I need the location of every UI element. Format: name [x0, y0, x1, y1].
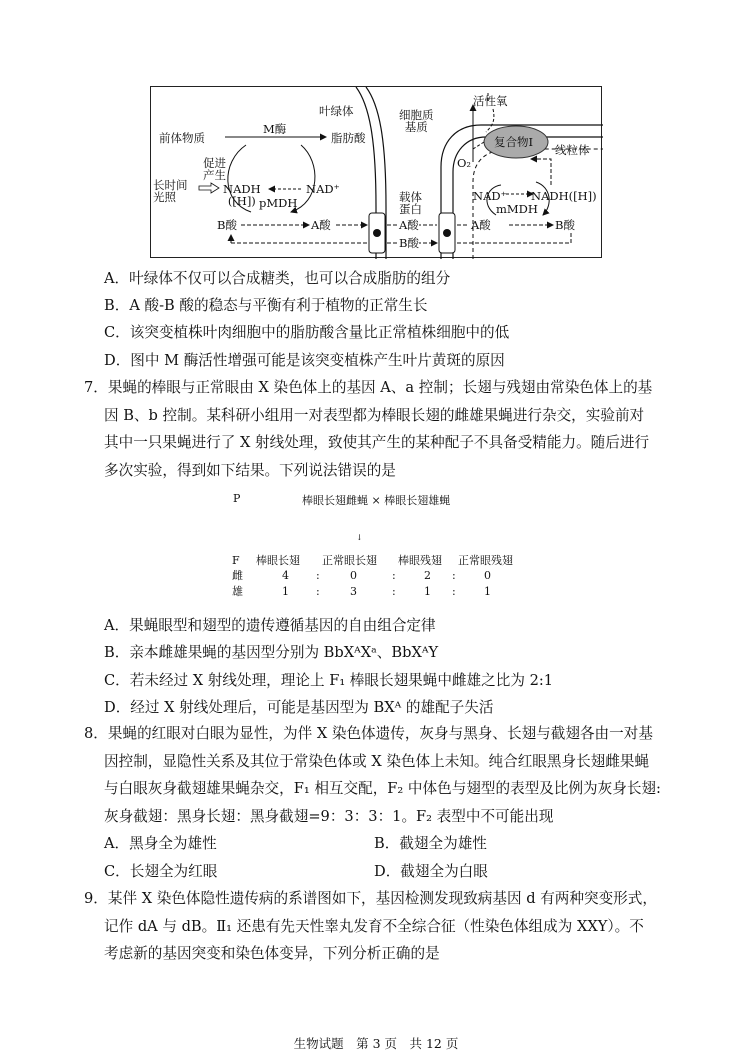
- f1-sep: :: [316, 585, 320, 598]
- label-a-acid-right: A酸: [471, 218, 491, 232]
- label-pmdh: pMDH: [259, 196, 298, 210]
- q8-stem-line-3: 与白眼灰身截翅雄果蝇杂交，F₁ 相互交配，F₂ 中体色与翅型的表型及比例为灰身长翅:: [104, 780, 661, 797]
- page-footer: 生物试题 第 3 页 共 12 页: [293, 1036, 459, 1051]
- metabolism-diagram: [150, 86, 602, 258]
- f1-male-v1: 1: [282, 585, 289, 598]
- label-nadh-left: NADH ([H]): [223, 182, 261, 208]
- f1-female-v4: 0: [484, 569, 491, 582]
- label-complex: 复合物Ⅰ: [494, 135, 534, 149]
- q6-option-b: B．A 酸-B 酸的稳态与平衡有利于植物的正常生长: [104, 297, 428, 314]
- label-nad-right: NAD⁺: [473, 189, 507, 203]
- label-m-enzyme: M酶: [263, 122, 287, 136]
- f1-header-label: F: [232, 554, 240, 567]
- q6-option-a: A．叶绿体不仅可以合成糖类，也可以合成脂肪的组分: [104, 270, 451, 287]
- label-b-acid-left: B酸: [217, 218, 237, 232]
- label-active-oxygen: 活性氧: [473, 94, 508, 108]
- label-mitochondria: 线粒体: [555, 143, 590, 157]
- q8-option-a: A．黑身全为雄性: [104, 835, 217, 852]
- q7-option-a: A．果蝇眼型和翅型的遗传遵循基因的自由组合定律: [104, 617, 436, 634]
- q7-stem-line-2: 因 B、b 控制。某科研小组用一对表型都为棒眼长翅的雌雄果蝇进行杂交，实验前对: [104, 407, 645, 424]
- q8-option-b: B．截翅全为雄性: [374, 835, 487, 852]
- q7-option-c: C．若未经过 X 射线处理，理论上 F₁ 棒眼长翅果蝇中雌雄之比为 2:1: [104, 672, 554, 689]
- q6-option-d: D．图中 M 酶活性增强可能是该突变植株产生叶片黄斑的原因: [104, 352, 505, 369]
- label-carrier-protein: 载体 蛋白: [399, 190, 422, 216]
- q7-stem-line-3: 其中一只果蝇进行了 X 射线处理，致使其产生的某种配子不具备受精能力。随后进行: [104, 434, 650, 451]
- cross-parents: 棒眼长翅雌蝇 × 棒眼长翅雄蝇: [302, 494, 451, 507]
- label-mmdh: mMDH: [496, 202, 538, 216]
- f1-col-3: 棒眼残翅: [398, 554, 442, 567]
- f1-col-4: 正常眼残翅: [458, 554, 513, 567]
- f1-row-male-label: 雄: [232, 585, 243, 598]
- label-fatty-acid: 脂肪酸: [331, 131, 366, 145]
- label-a-acid-left: A酸: [311, 218, 331, 232]
- f1-col-1: 棒眼长翅: [256, 554, 300, 567]
- q7-option-d: D．经过 X 射线处理后，可能是基因型为 BXᴬ 的雄配子失活: [104, 699, 494, 716]
- cross-p-label: P: [233, 492, 241, 505]
- label-a-acid-mid: A酸: [399, 218, 419, 232]
- label-nad-left: NAD⁺: [306, 182, 340, 196]
- f1-sep: :: [452, 569, 456, 582]
- q6-option-c: C．该突变植株叶肉细胞中的脂肪酸含量比正常植株细胞中的低: [104, 324, 510, 341]
- label-nadh-right: NADH([H]): [531, 189, 597, 203]
- q8-stem-line-2: 因控制，显隐性关系及其位于常染色体或 X 染色体上未知。纯合红眼黑身长翅雌果蝇: [104, 753, 650, 770]
- f1-row-female-label: 雌: [232, 569, 243, 582]
- label-cytoplasm-matrix: 细胞质 基质: [399, 108, 434, 134]
- f1-sep: :: [392, 585, 396, 598]
- f1-sep: :: [392, 569, 396, 582]
- label-chloroplast: 叶绿体: [319, 104, 354, 118]
- q8-option-d: D．截翅全为白眼: [374, 863, 488, 880]
- cross-arrow-icon: ↓: [356, 533, 363, 542]
- q9-stem-line-3: 考虑新的基因突变和染色体变异，下列分析正确的是: [104, 945, 440, 962]
- f1-female-v2: 0: [350, 569, 357, 582]
- label-b-acid-mid: B酸: [399, 236, 419, 250]
- q7-stem-line-1: 7．果蝇的棒眼与正常眼由 X 染色体上的基因 A、a 控制；长翅与残翅由常染色体上的基: [84, 379, 653, 396]
- f1-male-v2: 3: [350, 585, 357, 598]
- f1-female-v3: 2: [424, 569, 431, 582]
- f1-col-2: 正常眼长翅: [322, 554, 377, 567]
- q8-option-c: C．长翅全为红眼: [104, 863, 218, 880]
- label-promote-produce: 促进 产生: [203, 156, 226, 182]
- f1-male-v3: 1: [424, 585, 431, 598]
- q7-stem-line-4: 多次实验，得到如下结果。下列说法错误的是: [104, 462, 396, 479]
- label-long-light: 长时间 光照: [153, 178, 188, 204]
- q8-stem-line-1: 8．果蝇的红眼对白眼为显性，为伴 X 染色体遗传，灰身与黑身、长翅与截翅各由一对基: [84, 725, 653, 742]
- f1-sep: :: [452, 585, 456, 598]
- label-o2: O₂: [457, 156, 472, 170]
- f1-male-v4: 1: [484, 585, 491, 598]
- q7-option-b: B．亲本雌雄果蝇的基因型分别为 BbXᴬXᵃ、BbXᴬY: [104, 644, 439, 661]
- q9-stem-line-1: 9．某伴 X 染色体隐性遗传病的系谱图如下，基因检测发现致病基因 d 有两种突变形式，: [84, 890, 657, 907]
- f1-sep: :: [316, 569, 320, 582]
- label-b-acid-right: B酸: [555, 218, 575, 232]
- q8-stem-line-4: 灰身截翅：黑身长翅：黑身截翅=9：3：3：1。F₂ 表型中不可能出现: [104, 808, 554, 825]
- f1-female-v1: 4: [282, 569, 289, 582]
- label-precursor: 前体物质: [159, 131, 205, 145]
- q9-stem-line-2: 记作 dA 与 dB。Ⅱ₁ 还患有先天性睾丸发育不全综合征（性染色体组成为 XXY）。不: [104, 918, 644, 935]
